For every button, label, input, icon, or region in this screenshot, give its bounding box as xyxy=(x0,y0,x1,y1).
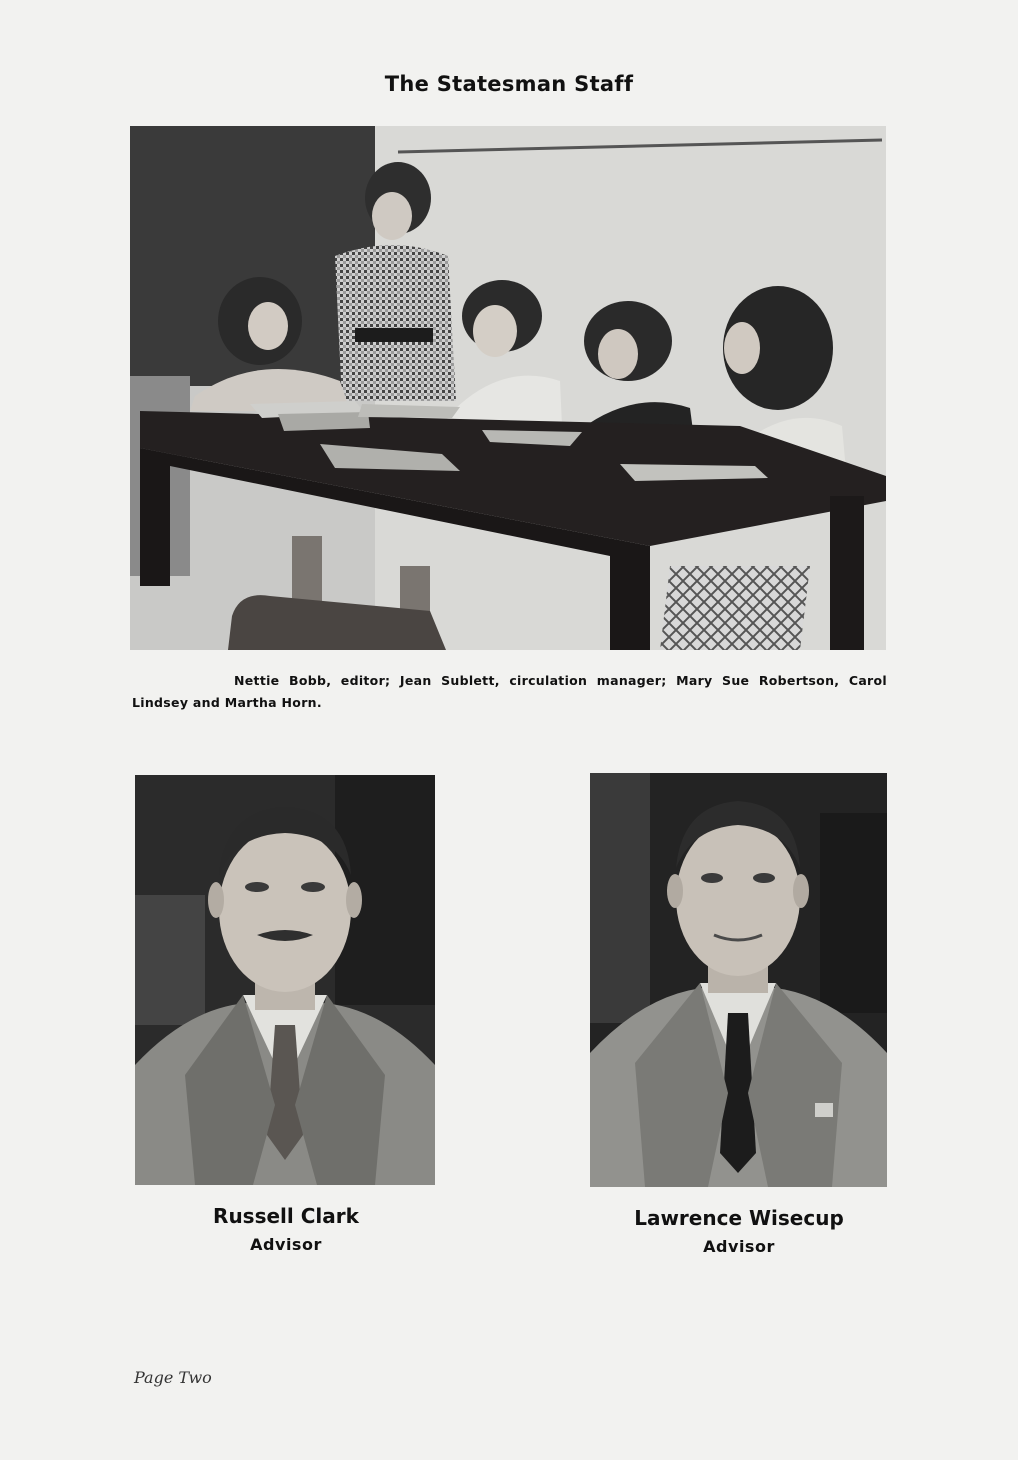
page-title: The Statesman Staff xyxy=(384,72,634,96)
portrait-russell-clark xyxy=(135,775,435,1185)
advisor-role: Advisor xyxy=(703,1237,775,1256)
portrait-lawrence-wisecup xyxy=(590,773,887,1187)
photo-caption: Nettie Bobb, editor; Jean Sublett, circulation manager; Mary Sue Robertson, Carol Lindsey and Martha Horn. xyxy=(132,673,887,710)
advisor-name: Russell Clark xyxy=(213,1204,359,1228)
advisor-name: Lawrence Wisecup xyxy=(634,1206,844,1230)
advisor-role: Advisor xyxy=(250,1235,322,1254)
page-number: Page Two xyxy=(134,1368,212,1387)
staff-group-photo xyxy=(130,126,886,650)
